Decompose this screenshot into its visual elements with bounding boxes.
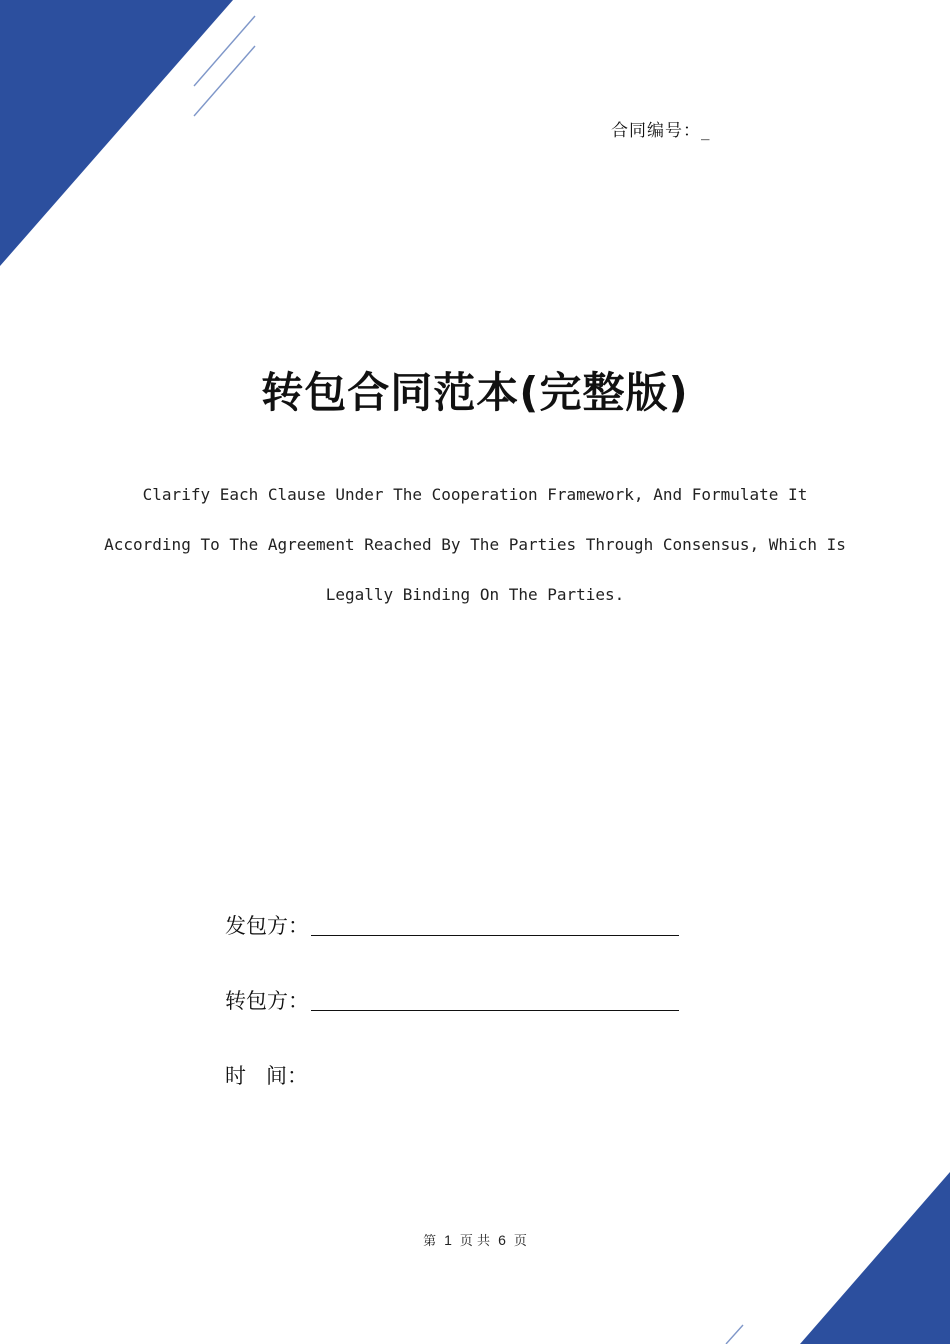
document-subtitle: Clarify Each Clause Under The Cooperation Framework, And Formulate It According To The Agreement Reached By The Parties Through Consensus, Which Is Legally Binding On The Parties. bbox=[104, 485, 846, 604]
time-label-first: 时 bbox=[225, 1064, 266, 1088]
contractor-label: 发包方： bbox=[225, 914, 309, 938]
contract-number-label: 合同编号：_ bbox=[611, 121, 711, 141]
document-title: 转包合同范本(完整版) bbox=[261, 368, 689, 417]
bottom-right-accent-line bbox=[726, 1325, 743, 1344]
time-label-second: 间： bbox=[266, 1064, 308, 1088]
footer-page-suffix: 页 bbox=[513, 1234, 527, 1249]
footer-total-pages: 6 bbox=[498, 1232, 506, 1248]
time-field bbox=[225, 1056, 308, 1090]
footer-current-page: 1 bbox=[444, 1232, 452, 1248]
footer-page-prefix: 第 bbox=[423, 1234, 437, 1249]
page-footer bbox=[0, 1230, 950, 1249]
top-left-accent-line-2 bbox=[194, 46, 255, 116]
subcontractor-signature-line[interactable] bbox=[311, 1009, 679, 1011]
contractor-signature-line[interactable] bbox=[311, 934, 679, 936]
contractor-field bbox=[225, 906, 679, 940]
subcontractor-field bbox=[225, 981, 679, 1015]
subcontractor-label: 转包方： bbox=[225, 989, 309, 1013]
top-left-blue-triangle bbox=[0, 0, 233, 266]
footer-page-mid: 页 共 bbox=[459, 1234, 491, 1249]
bottom-right-blue-triangle bbox=[800, 1172, 950, 1344]
